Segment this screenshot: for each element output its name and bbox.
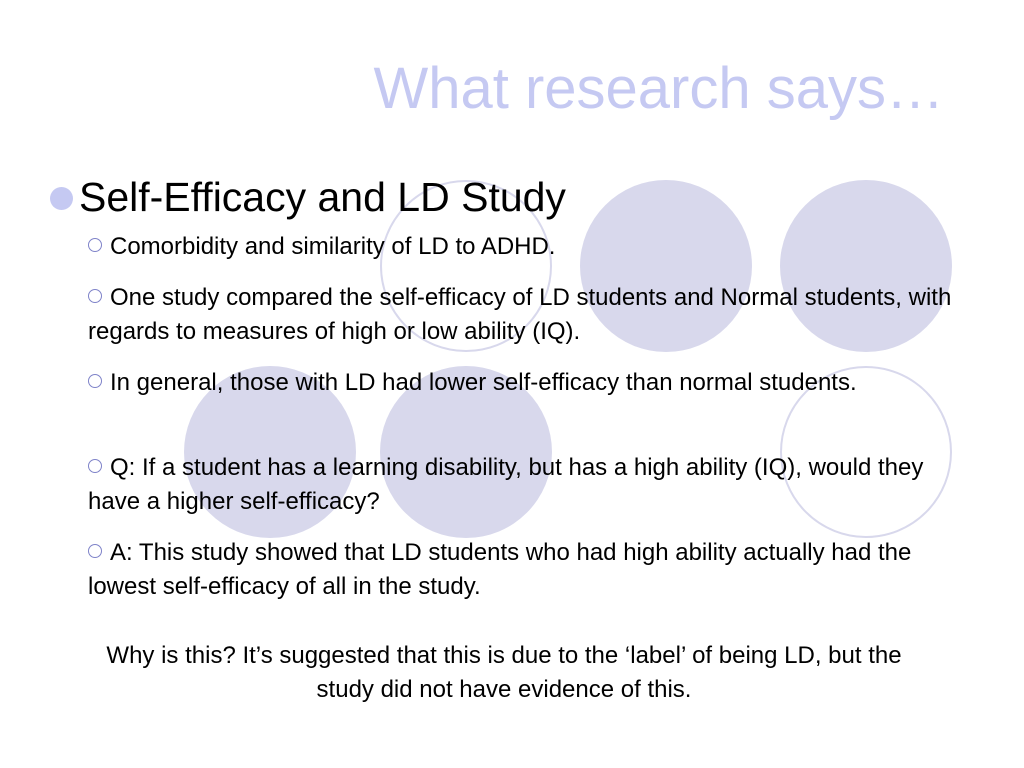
main-bullet-text: Self-Efficacy and LD Study <box>79 174 566 220</box>
sub-bullet-item <box>88 230 958 264</box>
slide-title: What research says… <box>373 56 944 121</box>
filled-bullet-icon <box>50 187 73 210</box>
ring-bullet-icon <box>88 459 102 473</box>
sub-bullet-item <box>88 366 958 400</box>
ring-bullet-icon <box>88 289 102 303</box>
sub-bullet-item <box>88 451 958 519</box>
sub-bullet-item <box>88 281 958 349</box>
ring-bullet-icon <box>88 238 102 252</box>
main-bullet <box>50 172 566 222</box>
closing-note: Why is this? It’s suggested that this is due to the ‘label’ of being LD, but the study did not have evidence of this. <box>106 642 902 703</box>
sub-bullet-text: A: This study showed that LD students who had high ability actually had the lowest self-efficacy of all in the study. <box>88 539 912 600</box>
sub-bullet-text: In general, those with LD had lower self-efficacy than normal students. <box>110 369 857 396</box>
sub-bullet-text: Q: If a student has a learning disability, but has a high ability (IQ), would they have a higher self-efficacy? <box>88 454 924 515</box>
sub-bullet-text: Comorbidity and similarity of LD to ADHD. <box>110 233 556 260</box>
ring-bullet-icon <box>88 544 102 558</box>
sub-bullet-text: One study compared the self-efficacy of LD students and Normal students, with regards to measures of high or low ability (IQ). <box>88 284 952 345</box>
ring-bullet-icon <box>88 374 102 388</box>
sub-bullet-item <box>88 536 958 604</box>
